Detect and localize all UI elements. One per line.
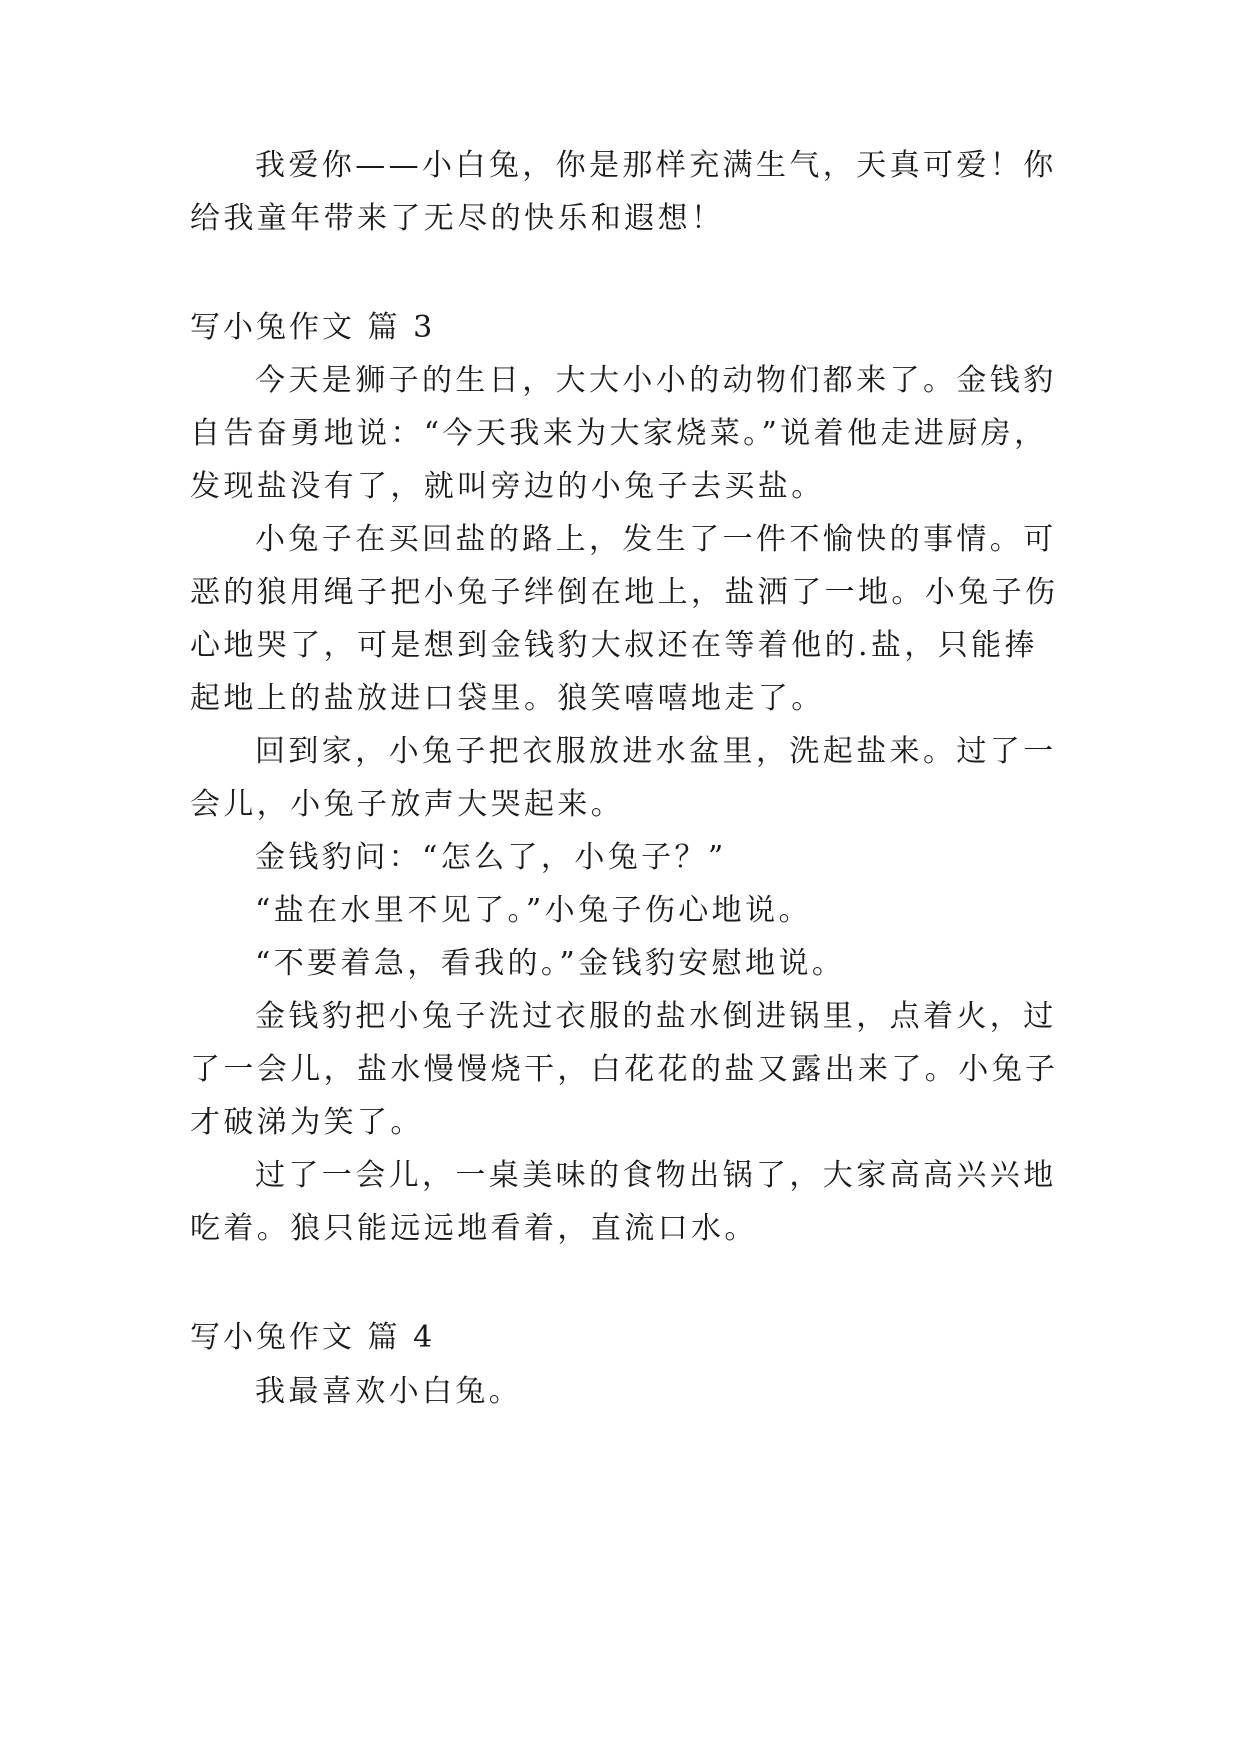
paragraph-line: “不要着急，看我的。”金钱豹安慰地说。 xyxy=(255,946,846,981)
paragraph-line: 小兔子在买回盐的路上，发生了一件不愉快的事情。可 xyxy=(255,522,1057,557)
paragraph-line: 给我童年带来了无尽的快乐和遐想！ xyxy=(190,201,725,236)
paragraph-line: 发现盐没有了，就叫旁边的小兔子去买盐。 xyxy=(190,469,825,504)
paragraph-line: 会儿，小兔子放声大哭起来。 xyxy=(190,787,625,822)
paragraph-line: 回到家，小兔子把衣服放进水盆里，洗起盐来。过了一 xyxy=(255,734,1057,769)
paragraph-line: 才破涕为笑了。 xyxy=(190,1105,424,1140)
paragraph-line: 我爱你——小白兔，你是那样充满生气，天真可爱！你 xyxy=(255,148,1057,183)
paragraph-line: 起地上的盐放进口袋里。狼笑嘻嘻地走了。 xyxy=(190,681,825,716)
paragraph-line: 过了一会儿，一桌美味的食物出锅了，大家高高兴兴地 xyxy=(255,1158,1057,1193)
paragraph-line: 金钱豹把小兔子洗过衣服的盐水倒进锅里，点着火，过 xyxy=(255,999,1057,1034)
paragraph-line: 金钱豹问：“怎么了，小兔子？” xyxy=(255,840,727,875)
section-heading: 写小兔作文 篇 3 xyxy=(190,310,436,345)
paragraph-line: 恶的狼用绳子把小兔子绊倒在地上，盐洒了一地。小兔子伤 xyxy=(190,575,1059,610)
paragraph-line: 心地哭了，可是想到金钱豹大叔还在等着他的.盐，只能捧 xyxy=(190,628,1038,663)
paragraph-line: 我最喜欢小白兔。 xyxy=(255,1374,523,1409)
paragraph-line: 自告奋勇地说：“今天我来为大家烧菜。”说着他走进厨房， xyxy=(190,416,1048,451)
section-heading: 写小兔作文 篇 4 xyxy=(190,1320,436,1355)
paragraph-line: 吃着。狼只能远远地看着，直流口水。 xyxy=(190,1211,758,1246)
paragraph-line: 了一会儿，盐水慢慢烧干，白花花的盐又露出来了。小兔子 xyxy=(190,1052,1059,1087)
paragraph-line: “盐在水里不见了。”小兔子伤心地说。 xyxy=(255,893,812,928)
paragraph-line: 今天是狮子的生日，大大小小的动物们都来了。金钱豹 xyxy=(255,363,1057,398)
